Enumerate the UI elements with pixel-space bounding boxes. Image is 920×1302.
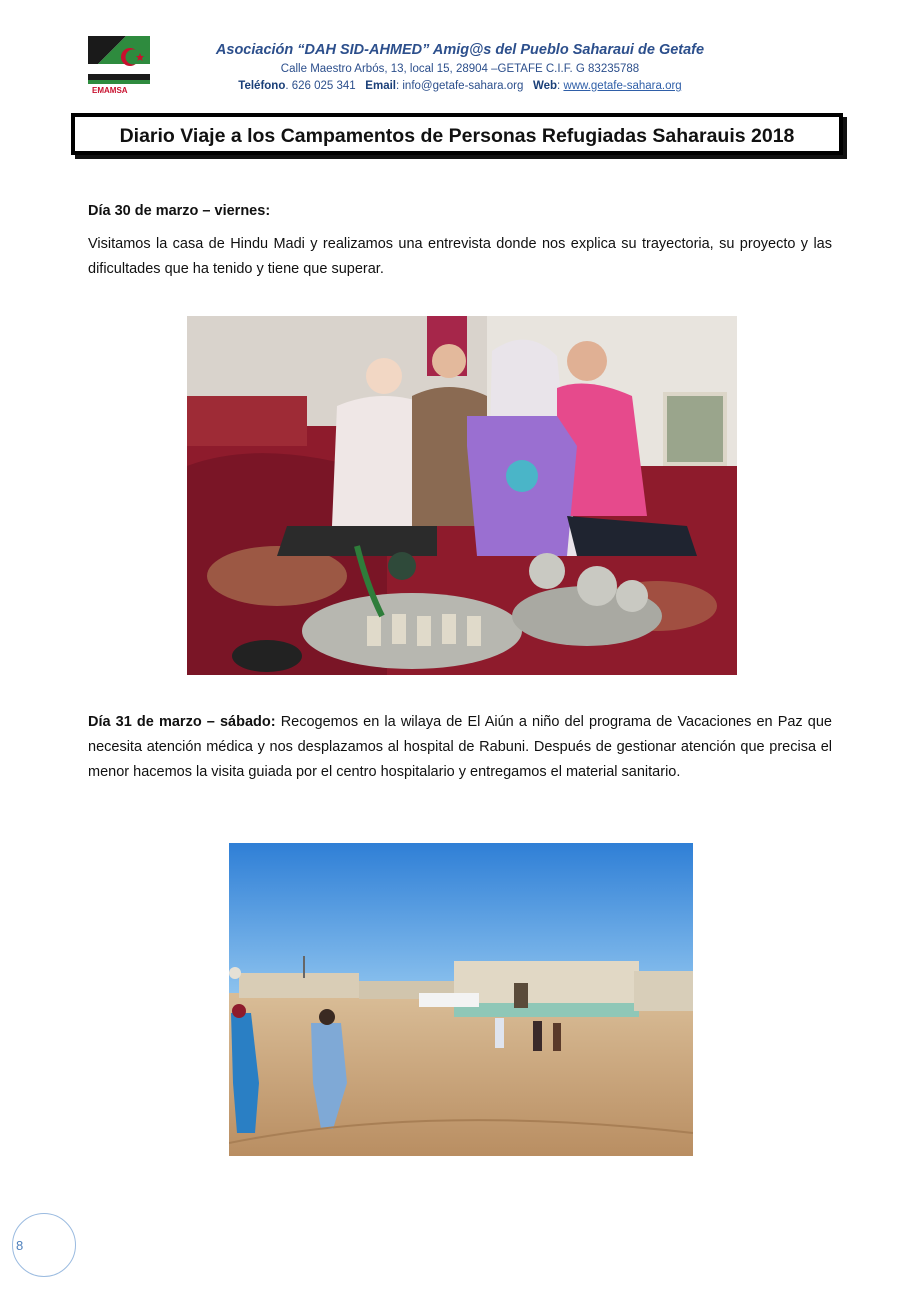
- organization-address: Calle Maestro Arbós, 13, local 15, 28904 –GETAFE C.I.F. G 83235788: [280, 63, 640, 75]
- web-label: Web: [532, 80, 558, 92]
- logo-text: EMAMSA: [92, 86, 128, 95]
- day2-paragraph: [88, 710, 832, 785]
- organization-name: Asociación “DAH SID-AHMED” Amig@s del Pueblo Saharaui de Getafe: [215, 42, 705, 58]
- phone-value: . 626 025 341: [285, 80, 356, 92]
- email-label: Email: [365, 80, 396, 92]
- day1-heading: Día 30 de marzo – viernes:: [88, 203, 271, 219]
- website-link[interactable]: www.getafe-sahara.org: [563, 80, 682, 92]
- title-box: [71, 113, 843, 155]
- web-separator: :: [557, 80, 564, 92]
- group-photo-interior: [187, 316, 737, 675]
- association-logo: [86, 34, 152, 96]
- email-value: : info@getafe-sahara.org: [395, 80, 524, 92]
- day2-heading: Día 31 de marzo – sábado:: [88, 714, 276, 730]
- page-number: 8: [16, 1238, 24, 1253]
- hospital-desert-photo: [229, 843, 693, 1156]
- phone-label: Teléfono: [238, 80, 286, 92]
- page-title: Diario Viaje a los Campamentos de Personas Refugiadas Saharauis 2018: [119, 125, 795, 147]
- day2-body: Recogemos en la wilaya de El Aiún a niño del programa de Vacaciones en Paz que necesita atención médica y nos desplazamos al hospital de Rabuni. Después de gestionar atención que precisa el menor hacemos la visita guiada por el centro hospitalario y entregamos el material sanitario.: [88, 714, 832, 780]
- day1-paragraph: Visitamos la casa de Hindu Madi y realizamos una entrevista donde nos explica su trayectoria, su proyecto y las dificultades que ha tenido y tiene que superar.: [88, 236, 832, 277]
- organization-contact: [160, 80, 760, 92]
